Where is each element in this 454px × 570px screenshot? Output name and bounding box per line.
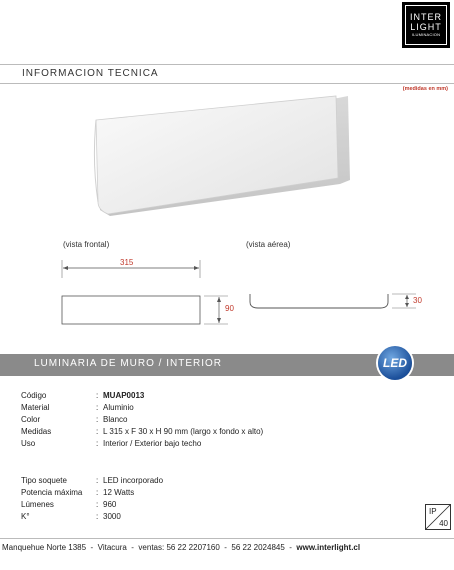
led-badge [378, 346, 412, 380]
footer-divider [0, 538, 454, 539]
spec-label: Uso [21, 439, 36, 448]
divider-top [0, 64, 454, 65]
spec-colon: : [96, 488, 99, 497]
brand-line2: LIGHT [410, 22, 442, 32]
brand-logo [402, 2, 450, 48]
spec-colon: : [96, 512, 99, 521]
footer-contact [2, 543, 360, 552]
led-badge-text: LED [383, 356, 407, 370]
spec-colon: : [96, 391, 99, 400]
footer-separator: - [131, 543, 134, 552]
footer-address: Manquehue Norte 1385 [2, 543, 87, 552]
spec-label: K° [21, 512, 30, 521]
spec-value: 12 Watts [103, 488, 135, 497]
depth-dimension: 30 [413, 296, 422, 305]
footer-sales-phone: ventas: 56 22 2207160 [138, 543, 220, 552]
units-note: (medidas en mm) [402, 86, 448, 92]
spec-label: Material [21, 403, 50, 412]
brand-line3: ILUMINACION [411, 32, 441, 37]
spec-value: 3000 [103, 512, 121, 521]
top-view-drawing [244, 288, 424, 322]
section-title: INFORMACION TECNICA [22, 68, 159, 79]
divider-bottom [0, 83, 454, 84]
spec-colon: : [96, 415, 99, 424]
spec-value: Interior / Exterior bajo techo [103, 439, 202, 448]
footer-city: Vitacura [97, 543, 127, 552]
product-category: LUMINARIA DE MURO / INTERIOR [34, 358, 223, 369]
spec-label: Tipo soquete [21, 476, 67, 485]
spec-value: L 315 x F 30 x H 90 mm (largo x fondo x alto) [103, 427, 264, 436]
spec-value: MUAP0013 [103, 391, 145, 400]
footer-separator: - [289, 543, 292, 552]
spec-label: Lúmenes [21, 500, 54, 509]
spec-colon: : [96, 476, 99, 485]
ip-value: 40 [439, 519, 448, 528]
spec-label: Potencia máxima [21, 488, 83, 497]
spec-colon: : [96, 403, 99, 412]
spec-label: Medidas [21, 427, 52, 436]
top-view-label: (vista aérea) [246, 240, 291, 249]
brand-line1: INTER [410, 12, 442, 22]
spec-value: LED incorporado [103, 476, 164, 485]
product-render [90, 92, 352, 222]
footer-phone2: 56 22 2024845 [231, 543, 285, 552]
ip-label: IP [429, 507, 437, 516]
footer-website-link[interactable]: www.interlight.cl [296, 543, 361, 552]
footer-separator: - [90, 543, 94, 552]
spec-label: Color [21, 415, 41, 424]
front-view-label: (vista frontal) [63, 240, 110, 249]
spec-label: Código [21, 391, 47, 400]
spec-colon: : [96, 439, 99, 448]
footer-separator: - [224, 543, 227, 552]
front-view-drawing [56, 258, 246, 330]
spec-value: 960 [103, 500, 117, 509]
height-dimension: 90 [225, 304, 234, 313]
spec-value: Blanco [103, 415, 128, 424]
spec-colon: : [96, 500, 99, 509]
ip-rating-badge [425, 504, 451, 530]
spec-value: Aluminio [103, 403, 134, 412]
spec-colon: : [96, 427, 99, 436]
width-dimension: 315 [120, 258, 134, 267]
